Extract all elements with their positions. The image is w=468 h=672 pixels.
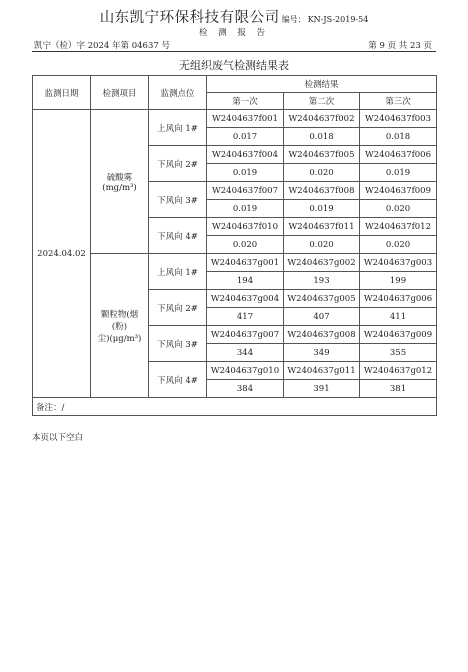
header-item: 检测项目: [91, 76, 149, 110]
point-name: 下风向 4#: [149, 218, 207, 254]
header-first: 第一次: [207, 93, 284, 110]
item-sulfuric-acid-mist: [91, 110, 149, 254]
item-name: 硫酸雾: [106, 172, 133, 183]
report-number: 凯宁（检）字 2024 年第 04637 号: [34, 41, 170, 51]
sample-id: W2404637f005: [284, 146, 360, 164]
result-value: 384: [207, 380, 284, 398]
sample-id: W2404637g002: [284, 254, 360, 272]
result-value: 0.020: [360, 236, 437, 254]
result-value: 355: [360, 344, 437, 362]
blank-below-note: 本页以下空白: [32, 433, 84, 443]
result-value: 0.020: [360, 200, 437, 218]
report-subtitle: 检 测 报 告: [198, 28, 270, 38]
sample-id: W2404637g012: [360, 362, 437, 380]
sample-id: W2404637g009: [360, 326, 437, 344]
header-second: 第二次: [284, 93, 360, 110]
result-value: 193: [284, 272, 360, 290]
result-value: 391: [284, 380, 360, 398]
sample-id: W2404637f010: [207, 218, 284, 236]
doc-code: KN-JS-2019-54: [307, 15, 369, 24]
company-name: 山东凯宁环保科技有限公司: [99, 10, 280, 26]
result-value: 0.019: [360, 164, 437, 182]
result-value: 381: [360, 380, 437, 398]
sample-id: W2404637f008: [284, 182, 360, 200]
sample-id: W2404637g010: [207, 362, 284, 380]
header-point: 监测点位: [149, 76, 207, 110]
item-name-line2: (粉): [111, 321, 128, 332]
sample-id: W2404637g011: [284, 362, 360, 380]
header-date: 监测日期: [33, 76, 91, 110]
sample-id: W2404637g001: [207, 254, 284, 272]
sample-id: W2404637g005: [284, 290, 360, 308]
result-value: 0.020: [284, 236, 360, 254]
result-value: 0.020: [284, 164, 360, 182]
item-unit: (mg/m³): [102, 182, 137, 193]
sample-id: W2404637f007: [207, 182, 284, 200]
sample-id: W2404637f001: [207, 110, 284, 128]
sample-id: W2404637g007: [207, 326, 284, 344]
sample-id: W2404637f003: [360, 110, 437, 128]
results-table: [32, 75, 437, 416]
result-value: 0.018: [360, 128, 437, 146]
monitoring-date: 2024.04.02: [33, 110, 91, 398]
point-name: 上风向 1#: [149, 254, 207, 290]
result-value: 0.019: [207, 164, 284, 182]
header-third: 第三次: [360, 93, 437, 110]
result-value: 344: [207, 344, 284, 362]
result-value: 194: [207, 272, 284, 290]
point-name: 下风向 2#: [149, 290, 207, 326]
result-value: 0.020: [207, 236, 284, 254]
remark-row: 备注：/: [33, 398, 437, 416]
sample-id: W2404637f006: [360, 146, 437, 164]
sample-id: W2404637g006: [360, 290, 437, 308]
sample-id: W2404637f011: [284, 218, 360, 236]
sample-id: W2404637f012: [360, 218, 437, 236]
result-value: 417: [207, 308, 284, 326]
sample-id: W2404637f009: [360, 182, 437, 200]
point-name: 下风向 4#: [149, 362, 207, 398]
result-value: 0.019: [284, 200, 360, 218]
item-name: 颗粒物(烟: [100, 309, 139, 320]
sample-id: W2404637g003: [360, 254, 437, 272]
point-name: 下风向 3#: [149, 182, 207, 218]
sample-id: W2404637g008: [284, 326, 360, 344]
doc-code-label: 编号：: [281, 15, 306, 24]
result-value: 199: [360, 272, 437, 290]
result-value: 411: [360, 308, 437, 326]
result-value: 0.018: [284, 128, 360, 146]
report-ref-line: [34, 39, 432, 51]
sample-id: W2404637g004: [207, 290, 284, 308]
sample-id: W2404637f004: [207, 146, 284, 164]
company-header: [0, 6, 468, 27]
table-title: 无组织废气检测结果表: [179, 59, 289, 72]
point-name: 下风向 3#: [149, 326, 207, 362]
header-rule: [32, 51, 436, 52]
point-name: 下风向 2#: [149, 146, 207, 182]
result-value: 0.019: [207, 200, 284, 218]
item-particulate-matter: [91, 254, 149, 398]
header-results: 检测结果: [207, 76, 437, 93]
item-unit: 尘)(μg/m³): [97, 333, 142, 344]
result-value: 0.017: [207, 128, 284, 146]
result-value: 407: [284, 308, 360, 326]
page-info: 第 9 页 共 23 页: [368, 41, 432, 51]
sample-id: W2404637f002: [284, 110, 360, 128]
point-name: 上风向 1#: [149, 110, 207, 146]
result-value: 349: [284, 344, 360, 362]
